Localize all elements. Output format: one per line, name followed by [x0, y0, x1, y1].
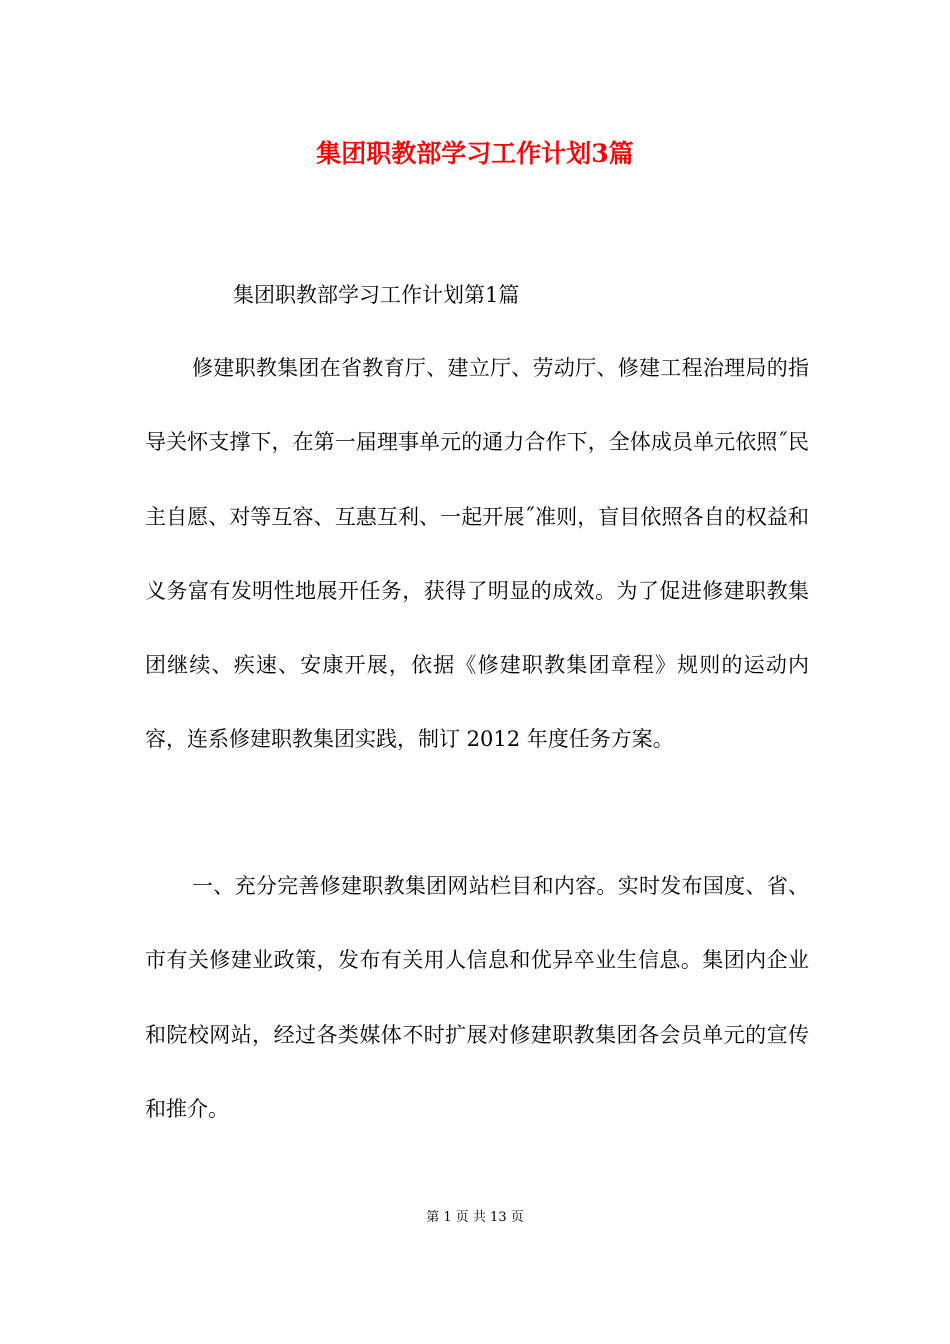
body-paragraph: 修建职教集团在省教育厅、建立厅、劳动厅、修建工程治理局的指导关怀支撑下，在第一届理事单元的通力合作下，全体成员单元依照˝民主自愿、对等互容、互惠互利、一起开展˝准则，盲目依照各自的权益和义务富有发明性地展开任务，获得了明显的成效。为了促进修建职教集团继续、疾速、安康开展，依据《修建职教集团章程》规则的运动内容，连系修建职教集团实践，制订 2012 年度任务方案。 — [145, 356, 809, 752]
section-heading: 集团职教部学习工作计划第1篇 — [233, 283, 520, 307]
document-title: 集团职教部学习工作计划3篇 — [316, 139, 634, 168]
body-paragraph: 一、充分完善修建职教集团网站栏目和内容。实时发布国度、省、市有关修建业政策，发布有关用人信息和优异卒业生信息。集团内企业和院校网站，经过各类媒体不时扩展对修建职教集团各会员单元的宣传和推介。 — [145, 874, 809, 1121]
page-number-footer: 第 1 页 共 13 页 — [426, 1210, 524, 1225]
